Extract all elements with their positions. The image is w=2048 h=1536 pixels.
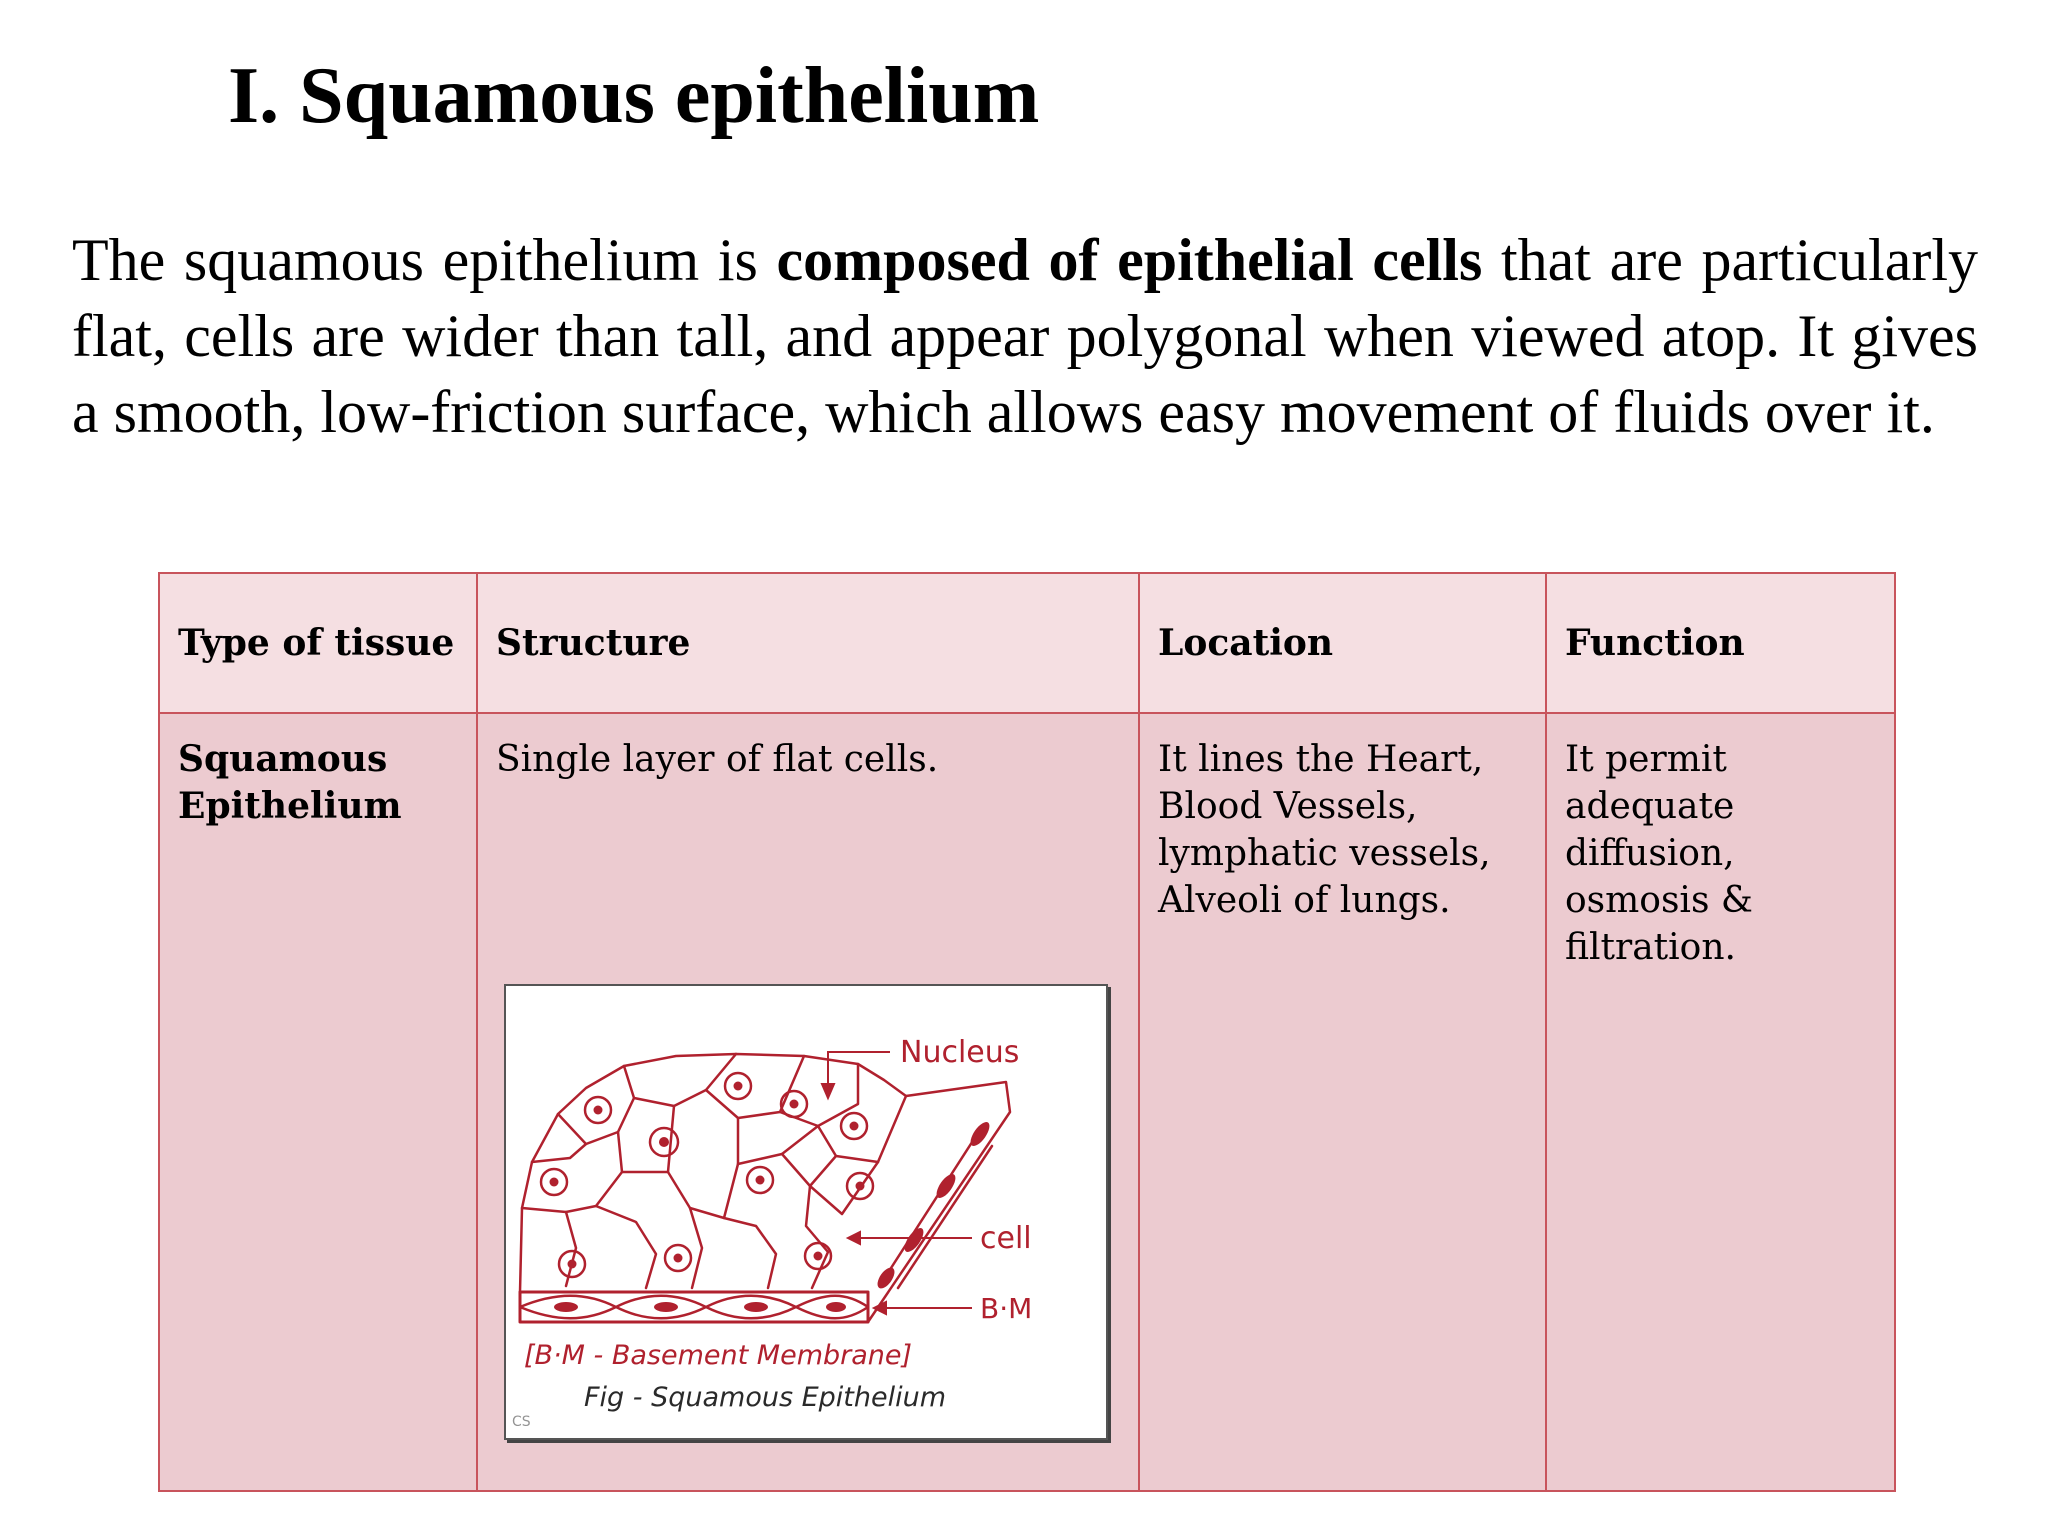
header-type-of-tissue: Type of tissue bbox=[159, 573, 477, 713]
page-title: I. Squamous epithelium bbox=[228, 52, 1040, 140]
cell-boundary bbox=[806, 1186, 828, 1288]
header-function: Function bbox=[1546, 573, 1895, 713]
cell-boundary bbox=[668, 1118, 738, 1218]
cell-boundary bbox=[596, 1206, 656, 1288]
table-header-row bbox=[159, 573, 1895, 713]
table-row bbox=[159, 713, 1895, 1491]
label-bm: B·M bbox=[980, 1292, 1033, 1325]
cell-structure bbox=[477, 713, 1139, 1491]
header-location: Location bbox=[1139, 573, 1546, 713]
cell-boundary bbox=[810, 1162, 878, 1214]
side-face-cells bbox=[882, 1136, 992, 1288]
cell-boundary bbox=[724, 1218, 776, 1288]
cell-function: It permit adequate diffusion, osmosis & filtration. bbox=[1546, 713, 1895, 1491]
intro-bold-phrase: composed of epithelial cells bbox=[776, 227, 1483, 293]
cell-sheet-outline bbox=[520, 1054, 906, 1292]
figure-legend-line2: Fig - Squamous Epithelium bbox=[584, 1382, 947, 1413]
intro-paragraph bbox=[72, 222, 1978, 450]
cell-boundary bbox=[738, 1126, 818, 1164]
watermark-logo: CS bbox=[512, 1414, 531, 1430]
figure-legend-line1: [B·M - Basement Membrane] bbox=[524, 1340, 913, 1371]
label-cell: cell bbox=[980, 1221, 1032, 1256]
intro-text-end: that are particularly flat, cells are wider than tall, and appear polygonal when viewed atop. It gives a smooth, low-friction surface, which allows easy movement of fluids over it. bbox=[72, 227, 1978, 445]
cell-tissue-type: Squamous Epithelium bbox=[159, 713, 477, 1491]
cell-boundary bbox=[782, 1154, 836, 1186]
cell-location: It lines the Heart, Blood Vessels, lymphatic vessels, Alveoli of lungs. bbox=[1139, 713, 1546, 1491]
cell-boundary bbox=[706, 1056, 804, 1118]
cell-boundary bbox=[522, 1132, 622, 1212]
structure-text: Single layer of flat cells. bbox=[496, 739, 939, 780]
intro-text-start: The squamous epithelium is bbox=[72, 227, 777, 293]
side-face bbox=[868, 1082, 1010, 1322]
header-structure: Structure bbox=[477, 573, 1139, 713]
figure-drawing bbox=[506, 986, 1106, 1438]
tissue-table bbox=[158, 572, 1896, 1492]
squamous-epithelium-figure bbox=[504, 984, 1108, 1440]
label-nucleus: Nucleus bbox=[900, 1035, 1020, 1070]
cell-boundary bbox=[690, 1208, 702, 1288]
cell-boundary bbox=[818, 1096, 906, 1162]
